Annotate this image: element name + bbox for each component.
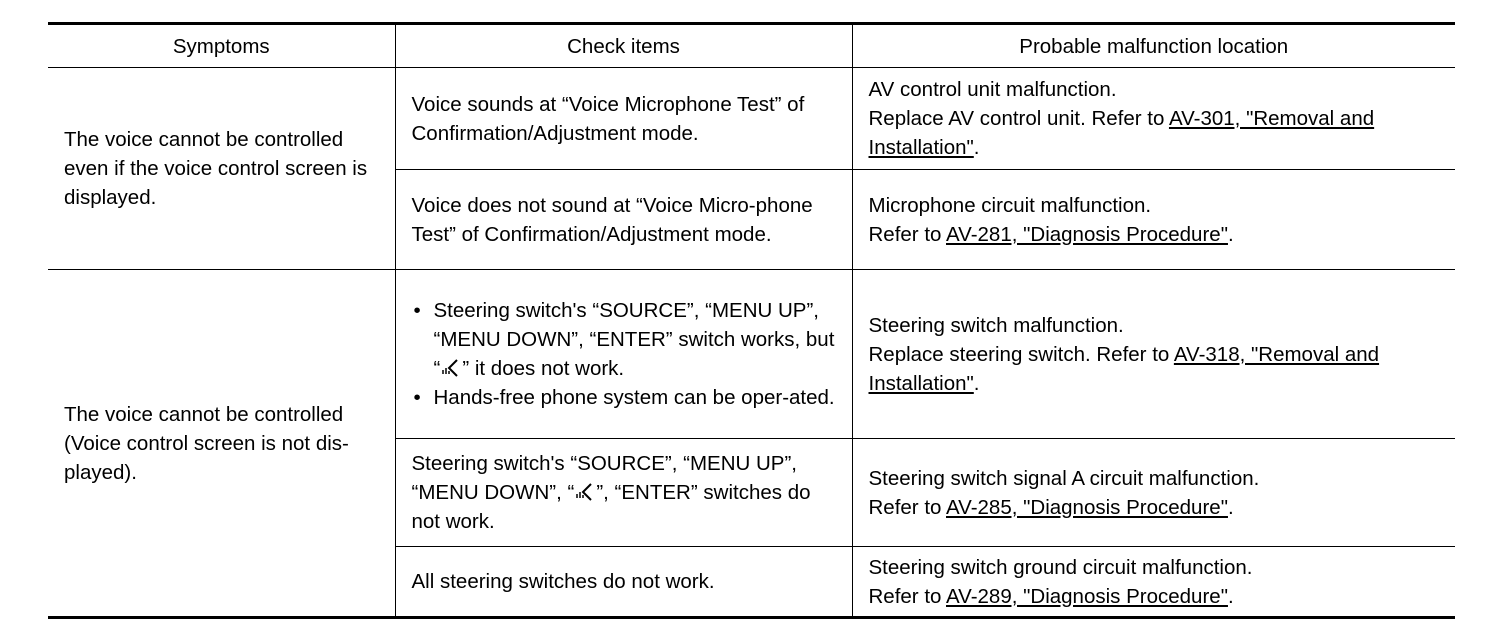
period: . [973, 371, 980, 395]
location-cell [852, 547, 1455, 618]
list-item: • Hands-free phone system can be oper-ated. [412, 383, 844, 412]
reference-link[interactable]: AV-301, "Removal and Installation" [868, 107, 1375, 159]
symptom-cell: The voice cannot be controlled (Voice control screen is not dis-played). [48, 270, 395, 618]
location-text: Steering switch ground circuit malfunction. [868, 555, 1253, 579]
location-cell [852, 439, 1455, 547]
reference-link[interactable]: AV-289, "Diagnosis Procedure" [946, 584, 1228, 608]
check-item-cell: Voice sounds at “Voice Microphone Test” of Confirmation/Adjustment mode. [395, 68, 852, 170]
check-bullet-list [412, 296, 844, 412]
bullet-text: Steering switch's “SOURCE”, “MENU UP”, “MENU DOWN”, “ENTER” switch works, but “ [433, 299, 835, 380]
check-item-cell: Voice does not sound at “Voice Micro-phone Test” of Confirmation/Adjustment mode. [395, 170, 852, 270]
period: . [1227, 222, 1234, 246]
location-refer-text: Refer to [868, 222, 946, 246]
location-refer-text: Refer to [868, 495, 946, 519]
location-text: Steering switch malfunction. [868, 313, 1124, 337]
check-text: ”, “ENTER” switches do not work. [411, 481, 811, 533]
location-cell [852, 170, 1455, 270]
reference-link[interactable]: AV-285, "Diagnosis Procedure" [946, 495, 1228, 519]
bullet-text: ” it does not work. [462, 357, 625, 380]
table-row [48, 68, 1455, 170]
check-item-cell: All steering switches do not work. [395, 547, 852, 618]
header-symptoms: Symptoms [48, 24, 395, 68]
check-text: Steering switch's “SOURCE”, “MENU UP”, “MENU DOWN”, “ [411, 452, 797, 504]
location-cell [852, 270, 1455, 439]
header-probable-location: Probable malfunction location [852, 24, 1455, 68]
location-refer-text: Replace steering switch. Refer to [868, 342, 1174, 366]
voice-recognition-icon [574, 482, 596, 502]
location-cell [852, 68, 1455, 170]
check-item-cell [395, 439, 852, 547]
location-text: Steering switch signal A circuit malfunction. [868, 466, 1260, 490]
period: . [973, 136, 980, 159]
table-row [48, 270, 1455, 439]
diagnosis-table [48, 22, 1455, 619]
location-text: Microphone circuit malfunction. [868, 193, 1152, 217]
location-text: AV control unit malfunction. [868, 78, 1117, 101]
voice-recognition-icon [440, 358, 462, 378]
reference-link[interactable]: AV-318, "Removal and Installation" [868, 342, 1380, 395]
location-refer-text: Replace AV control unit. Refer to [868, 107, 1169, 130]
period: . [1227, 495, 1234, 519]
table-header-row [48, 24, 1455, 68]
symptom-cell: The voice cannot be controlled even if the voice control screen is displayed. [48, 68, 395, 270]
header-check-items: Check items [395, 24, 852, 68]
check-item-cell [395, 270, 852, 439]
location-refer-text: Refer to [868, 584, 946, 608]
period: . [1227, 584, 1234, 608]
list-item [412, 296, 844, 383]
reference-link[interactable]: AV-281, "Diagnosis Procedure" [946, 222, 1228, 246]
